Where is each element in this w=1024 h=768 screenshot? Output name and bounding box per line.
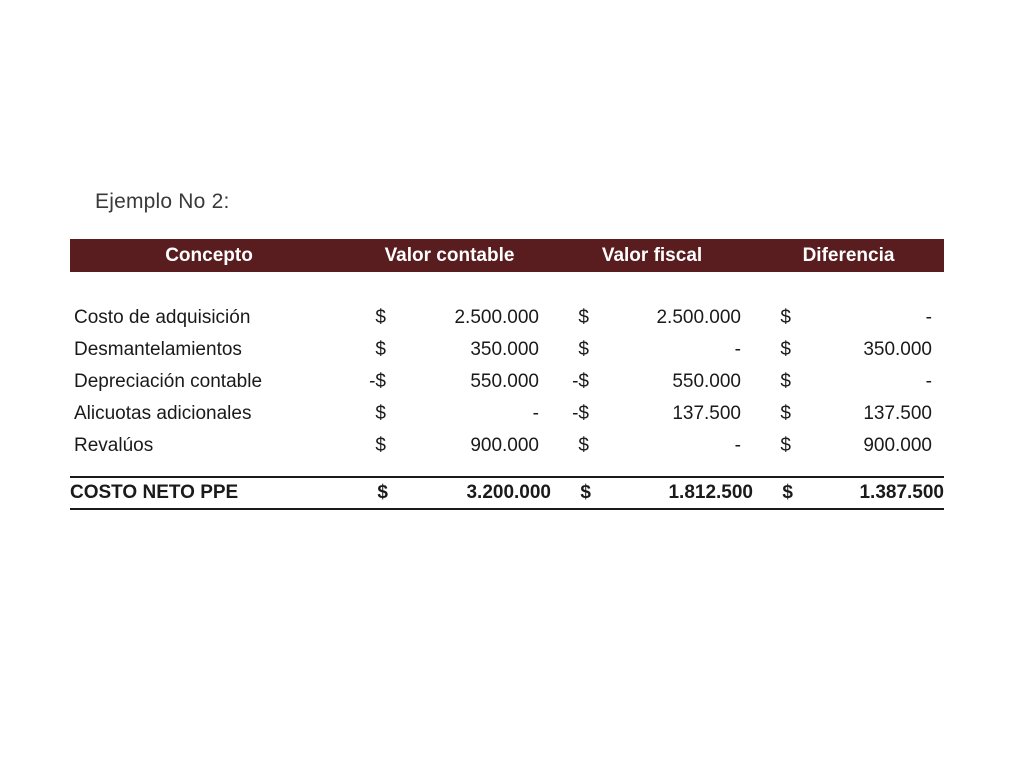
row-valor-fiscal: 550.000: [672, 371, 741, 392]
row-valor-contable: 350.000: [470, 339, 539, 360]
spacer-row: [70, 272, 944, 302]
row-diferencia: -: [925, 307, 932, 328]
row-valor-contable-currency: $: [375, 307, 386, 328]
row-concepto: Depreciación contable: [74, 371, 263, 392]
table-header-row: [70, 239, 944, 272]
row-valor-contable: -: [532, 403, 539, 424]
page-title: Ejemplo No 2:: [95, 190, 230, 213]
ppe-table: [70, 239, 944, 510]
row-valor-fiscal: -: [734, 339, 741, 360]
total-valor-contable-currency: $: [348, 477, 388, 509]
row-diferencia: 137.500: [863, 403, 932, 424]
row-diferencia-currency: $: [780, 339, 791, 360]
total-concepto: COSTO NETO PPE: [70, 477, 348, 509]
row-diferencia-currency: $: [780, 371, 791, 392]
row-concepto: Alicuotas adicionales: [74, 403, 252, 424]
row-diferencia: 350.000: [863, 339, 932, 360]
table-row: [70, 430, 944, 462]
row-concepto: Costo de adquisición: [74, 307, 251, 328]
row-concepto: Revalúos: [74, 435, 154, 456]
row-concepto: Desmantelamientos: [74, 339, 242, 360]
row-valor-contable: 550.000: [470, 371, 539, 392]
total-row: [70, 477, 944, 509]
header-valor-fiscal: Valor fiscal: [551, 239, 753, 272]
row-diferencia-currency: $: [780, 403, 791, 424]
row-valor-fiscal-currency: $: [578, 435, 589, 456]
row-valor-contable-currency: $: [375, 339, 386, 360]
row-valor-contable-currency: -$: [369, 371, 386, 392]
total-diferencia: 1.387.500: [793, 477, 944, 509]
row-valor-contable-currency: $: [375, 435, 386, 456]
table-row: [70, 334, 944, 366]
total-valor-fiscal-currency: $: [551, 477, 591, 509]
row-valor-contable-currency: $: [375, 403, 386, 424]
row-valor-fiscal: 2.500.000: [656, 307, 741, 328]
row-diferencia-currency: $: [780, 435, 791, 456]
row-valor-fiscal: -: [734, 435, 741, 456]
table-row: [70, 398, 944, 430]
spacer-row: [70, 462, 944, 477]
total-diferencia-currency: $: [753, 477, 793, 509]
row-valor-fiscal-currency: $: [578, 339, 589, 360]
table-body: [70, 272, 944, 509]
row-valor-fiscal: 137.500: [672, 403, 741, 424]
row-valor-contable: 2.500.000: [454, 307, 539, 328]
row-diferencia-currency: $: [780, 307, 791, 328]
total-valor-contable: 3.200.000: [388, 477, 551, 509]
row-valor-fiscal-currency: -$: [572, 371, 589, 392]
header-concepto: Concepto: [70, 239, 348, 272]
total-valor-fiscal: 1.812.500: [591, 477, 753, 509]
row-diferencia: -: [925, 371, 932, 392]
row-valor-contable: 900.000: [470, 435, 539, 456]
ppe-table-container: [70, 239, 944, 510]
table-row: [70, 302, 944, 334]
header-diferencia: Diferencia: [753, 239, 944, 272]
header-valor-contable: Valor contable: [348, 239, 551, 272]
row-diferencia: 900.000: [863, 435, 932, 456]
row-valor-fiscal-currency: -$: [572, 403, 589, 424]
table-row: [70, 366, 944, 398]
row-valor-fiscal-currency: $: [578, 307, 589, 328]
